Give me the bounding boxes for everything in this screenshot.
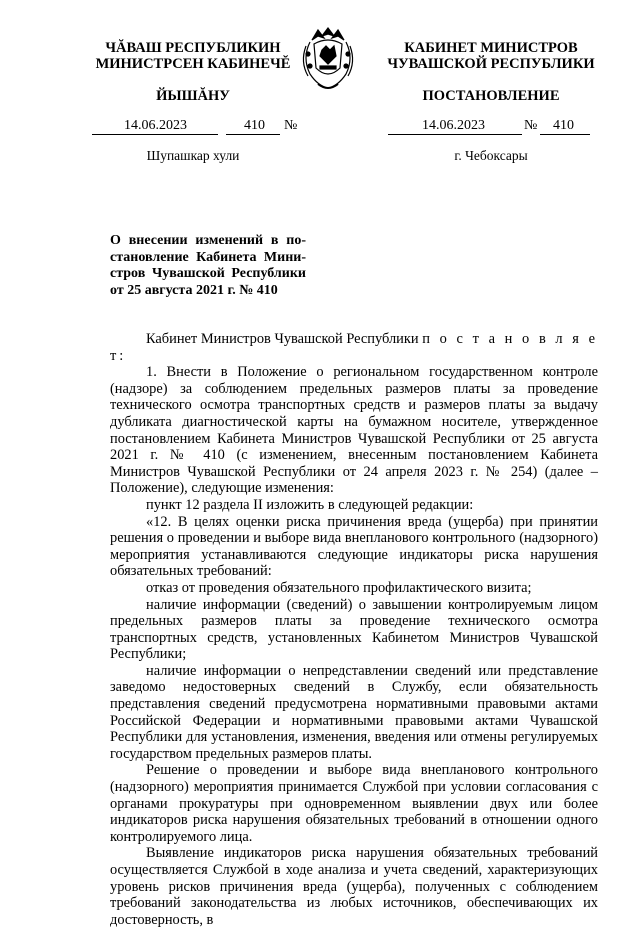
place-left: Шупашкар хули	[146, 148, 240, 163]
date-left: 14.06.2023	[124, 118, 187, 133]
intro-resolves: п о с т а н о в л я е т:	[110, 331, 598, 364]
paragraph-4: отказ от проведения обязательного профилактического визита;	[146, 579, 532, 596]
doc-type-right: ПОСТАНОВЛЕНИЕ	[422, 88, 560, 104]
paragraph-6: наличие информации о непредставлении сведений или представление заведомо недостоверных сведений в Службу, если обязательность представления сведений предусмотрена нормативными правовыми актами Российской Федерации и нормативными правовыми актами Чувашской Республики для установления, изменения, введения или отмены регулируемых государством предельных размеров платы.	[110, 662, 598, 762]
document-subject: О внесении изменений в по-становление Кабинета Мини-стров Чувашской Республики от 25 августа 2021 г. № 410	[110, 233, 306, 298]
header-right-line2: ЧУВАШСКОЙ РЕСПУБЛИКИ	[387, 56, 595, 72]
paragraph-7: Решение о проведении и выборе вида внепланового контрольного (надзорного) мероприятия принимается Службой при условии согласования с органами прокуратуры при одновременном выявлении двух или более индикаторов риска нарушения обязательных требований в отношении одного контролируемого лица.	[110, 762, 598, 845]
doc-type-left: ЙЫШĂНУ	[156, 88, 230, 104]
header-right-line1: КАБИНЕТ МИНИСТРОВ	[404, 40, 578, 56]
header-right	[386, 40, 596, 72]
header-left-line2: МИНИСТРСЕН КАБИНЕЧĔ	[95, 56, 291, 72]
date-right: 14.06.2023	[422, 118, 485, 133]
number-right: 410	[553, 118, 574, 133]
paragraph-2: пункт 12 раздела II изложить в следующей редакции:	[146, 496, 474, 513]
place-right: г. Чебоксары	[454, 148, 528, 163]
paragraph-intro	[110, 331, 598, 364]
coat-of-arms-icon	[296, 22, 360, 94]
intro-lead: Кабинет Министров Чувашской Республики	[146, 331, 419, 347]
number-left: 410	[244, 118, 265, 133]
paragraph-3: «12. В целях оценки риска причинения вреда (ущерба) при принятии решения о проведении и выборе вида внепланового контрольного (надзорного) мероприятия устанавливаются следующие индикаторы риска нарушения обязательных требований:	[110, 513, 598, 580]
number-sign-right: №	[524, 118, 538, 133]
number-sign-left: №	[284, 118, 298, 133]
paragraph-5: наличие информации (сведений) о завышении контролируемым лицом предельных размеров платы за проведение технического осмотра транспортных средств, установленных Кабинетом Министров Чувашской Республики;	[110, 596, 598, 663]
paragraph-1: 1. Внести в Положение о региональном государственном контроле (надзоре) за соблюдением предельных размеров платы за проведение технического осмотра транспортных средств и размеров платы за выдачу дубликата диагностической карты на бумажном носителе, утвержденное постановлением Кабинета Министров Чувашской Республики от 25 августа 2021 г. № 410 (с изменением, внесенным постановлением Кабинета Министров Чувашской Республики от 24 апреля 2023 г. № 254) (далее – Положение), следующие изменения:	[110, 364, 598, 497]
paragraph-8: Выявление индикаторов риска нарушения обязательных требований осуществляется Службой в ходе анализа и учета сведений, характеризующих уровень рисков причинения вреда (ущерба), полученных с соблюдением требований законодательства из любых источников, обеспечивающих их достоверность, в	[110, 845, 598, 928]
header-left-line1: ЧĂВАШ РЕСПУБЛИКИН	[105, 40, 281, 56]
document-body	[110, 331, 598, 928]
header-left	[88, 40, 298, 72]
